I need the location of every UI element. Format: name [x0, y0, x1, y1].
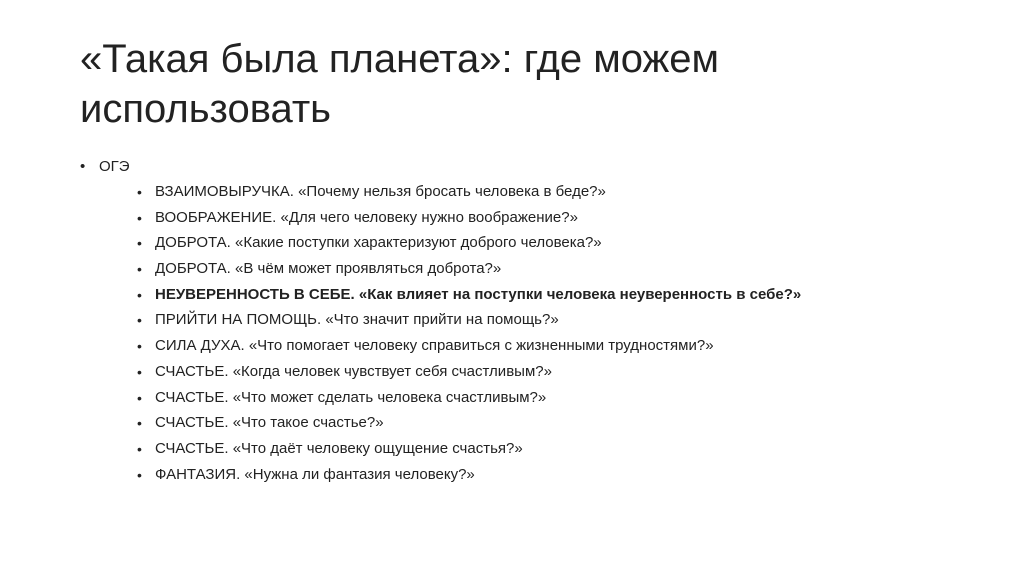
list-item-text: ФАНТАЗИЯ. «Нужна ли фантазия человеку?» — [155, 465, 475, 483]
bullet-icon: • — [137, 286, 142, 303]
list-item — [137, 284, 980, 306]
bullet-icon: • — [137, 363, 142, 380]
bullet-icon: • — [137, 184, 142, 200]
list-item — [137, 335, 980, 357]
bullet-icon: • — [137, 440, 142, 457]
list-item — [137, 207, 980, 229]
list-item-text: СЧАСТЬЕ. «Что такое счастье?» — [155, 414, 384, 432]
bullet-icon: • — [137, 209, 142, 226]
bullet-icon: • — [137, 415, 142, 432]
list-item-text: ВЗАИМОВЫРУЧКА. «Почему нельзя бросать человека в беде?» — [155, 183, 606, 200]
bullet-icon: • — [80, 158, 86, 175]
list-item-text: ДОБРОТА. «Какие поступки характеризуют доброго человека?» — [155, 234, 602, 252]
sub-bullet-list — [99, 181, 980, 486]
list-item-text: ВООБРАЖЕНИЕ. «Для чего человеку нужно воображение?» — [155, 208, 578, 226]
list-item-text: НЕУВЕРЕННОСТЬ В СЕБЕ. «Как влияет на поступки человека неуверенность в себе?» — [155, 285, 802, 303]
list-item — [137, 258, 980, 280]
section-item-oge — [80, 156, 980, 486]
bullet-list — [80, 156, 980, 486]
bullet-icon: • — [137, 338, 142, 355]
bullet-icon: • — [137, 389, 142, 406]
bullet-icon: • — [137, 261, 142, 278]
bullet-icon: • — [137, 235, 142, 252]
list-item — [137, 438, 980, 460]
list-item — [137, 361, 980, 383]
list-item-text: ПРИЙТИ НА ПОМОЩЬ. «Что значит прийти на помощь?» — [155, 311, 559, 329]
list-item — [137, 181, 980, 203]
slide-content — [80, 156, 980, 489]
list-item-text: СИЛА ДУХА. «Что помогает человеку справиться с жизненными трудностями?» — [155, 337, 714, 355]
list-item — [137, 412, 980, 434]
list-item — [137, 387, 980, 409]
section-label: ОГЭ — [99, 158, 130, 175]
list-item-text: СЧАСТЬЕ. «Что может сделать человека счастливым?» — [155, 388, 547, 406]
list-item-text: СЧАСТЬЕ. «Что даёт человеку ощущение счастья?» — [155, 439, 523, 457]
list-item-text: СЧАСТЬЕ. «Когда человек чувствует себя счастливым?» — [155, 362, 552, 380]
slide-title: «Такая была планета»: где можем использовать — [80, 37, 720, 131]
list-item — [137, 309, 980, 331]
bullet-icon: • — [137, 466, 142, 483]
list-item — [137, 464, 980, 486]
list-item-text: ДОБРОТА. «В чём может проявляться доброта?» — [155, 260, 502, 278]
list-item — [137, 232, 980, 254]
bullet-icon: • — [137, 312, 142, 329]
